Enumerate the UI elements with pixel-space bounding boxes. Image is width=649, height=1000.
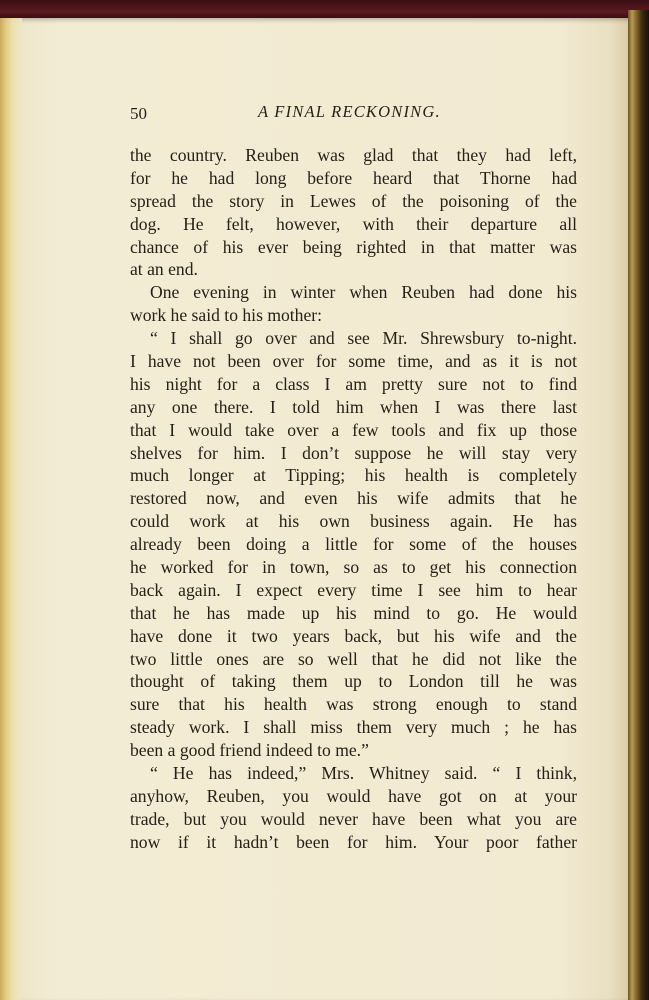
running-head: A FINAL RECKONING. <box>258 102 441 121</box>
body-text <box>130 144 577 854</box>
text-line: the country. Reuben was glad that they had left, <box>130 145 577 165</box>
book-top-edge <box>0 0 649 20</box>
book-fore-edge <box>628 10 649 1000</box>
text-line: he worked for in town, so as to get his connection <box>130 557 577 578</box>
text-line: could work at his own business again. He has <box>130 511 577 532</box>
page-number: 50 <box>130 104 147 123</box>
text-line: spread the story in Lewes of the poisoning of the <box>130 190 577 211</box>
text-line: back again. I expect every time I see him to hear <box>130 579 577 600</box>
text-line: work he said to his mother: <box>130 305 323 326</box>
text-line: been a good friend indeed to me.” <box>130 740 369 761</box>
text-line: much longer at Tipping; his health is completely <box>130 465 577 486</box>
text-line: for he had long before heard that Thorne had <box>130 167 577 188</box>
text-line: dog. He felt, however, with their departure all <box>130 213 577 234</box>
text-line: that I would take over a few tools and fix up those <box>130 419 577 440</box>
text-line: steady work. I shall miss them very much ; he has <box>130 717 577 738</box>
page-gutter <box>0 18 22 1000</box>
text-line: trade, but you would never have been what you are <box>130 808 577 829</box>
text-line: chance of his ever being righted in that matter was <box>130 236 577 257</box>
text-line: anyhow, Reuben, you would have got on at your <box>130 785 577 806</box>
text-line: already been doing a little for some of the houses <box>130 534 577 555</box>
text-line: at an end. <box>130 259 198 280</box>
text-line: his night for a class I am pretty sure not to find <box>130 373 577 394</box>
text-line: shelves for him. I don’t suppose he will stay very <box>130 442 577 463</box>
text-line: that he has made up his mind to go. He would <box>130 602 577 623</box>
text-line: I have not been over for some time, and as it is not <box>130 351 577 372</box>
page-content <box>130 102 577 854</box>
text-line: any one there. I told him when I was there last <box>130 396 577 417</box>
text-line: restored now, and even his wife admits that he <box>130 488 577 509</box>
page-header <box>130 102 577 128</box>
text-line: One evening in winter when Reuben had done his <box>150 282 577 303</box>
text-line: have done it two years back, but his wife and the <box>130 625 577 646</box>
text-line: “ He has indeed,” Mrs. Whitney said. “ I think, <box>150 763 577 784</box>
text-line: sure that his health was strong enough to stand <box>130 694 577 715</box>
text-line: two little ones are so well that he did not like the <box>130 648 577 669</box>
text-line: now if it hadn’t been for him. Your poor father <box>130 831 577 852</box>
text-line: thought of taking them up to London till he was <box>130 671 577 692</box>
text-line: “ I shall go over and see Mr. Shrewsbury to-night. <box>150 328 577 349</box>
